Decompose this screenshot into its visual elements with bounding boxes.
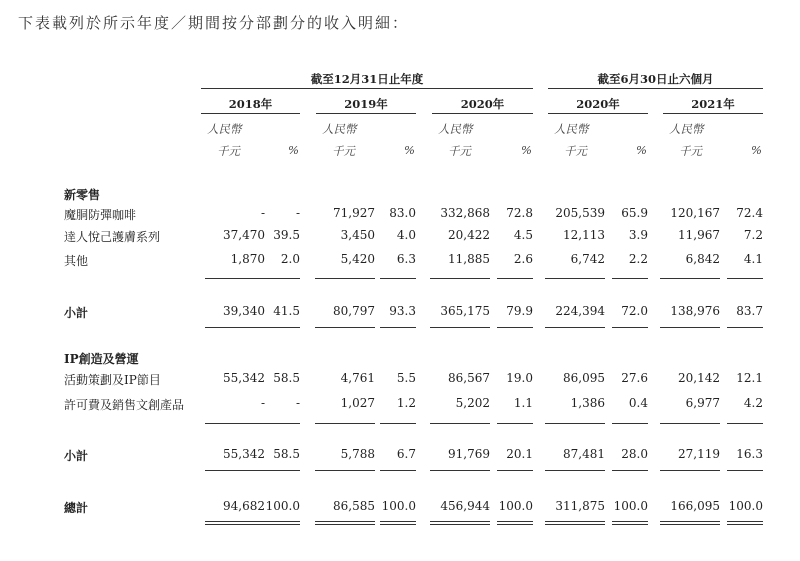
table-cell: 6,977 bbox=[685, 396, 720, 410]
subtotal-rule-below bbox=[497, 470, 533, 471]
table-cell: 3.9 bbox=[628, 228, 648, 242]
table-cell: - bbox=[295, 206, 300, 220]
subtotal-rule-below bbox=[727, 327, 763, 328]
table-cell: 5,788 bbox=[340, 447, 375, 461]
currency-label: 人民幣 bbox=[438, 122, 473, 136]
subtotal-rule-below bbox=[205, 327, 265, 328]
table-cell: 12.1 bbox=[736, 371, 763, 385]
table-cell: 11,967 bbox=[678, 228, 720, 242]
table-cell: 72.8 bbox=[506, 206, 533, 220]
subtotal-label: 小計 bbox=[64, 449, 89, 463]
total-double-rule bbox=[727, 521, 763, 525]
rule-group-interim bbox=[548, 88, 763, 89]
table-cell: - bbox=[260, 396, 265, 410]
table-cell: 71,927 bbox=[333, 206, 375, 220]
table-cell: 6.7 bbox=[396, 447, 416, 461]
subtotal-rule bbox=[497, 278, 533, 279]
subtotal-rule-below bbox=[612, 327, 648, 328]
subtotal-rule-below bbox=[205, 470, 265, 471]
table-cell: 4.0 bbox=[396, 228, 416, 242]
row-label: 許可費及銷售文創產品 bbox=[64, 398, 185, 412]
table-cell: 100.0 bbox=[381, 499, 416, 513]
subtotal-rule bbox=[315, 278, 375, 279]
table-cell: 166,095 bbox=[670, 499, 720, 513]
table-cell: 55,342 bbox=[223, 447, 265, 461]
currency-unit: 千元 bbox=[448, 144, 471, 158]
header-group-annual: 截至12月31日止年度 bbox=[310, 72, 424, 86]
year-header: 2021年 bbox=[691, 97, 735, 111]
table-cell: 6.3 bbox=[396, 252, 416, 266]
rule-group-annual bbox=[201, 88, 533, 89]
currency-unit: 千元 bbox=[679, 144, 702, 158]
rule-year bbox=[316, 113, 416, 114]
subtotal-rule bbox=[264, 278, 300, 279]
currency-label: 人民幣 bbox=[322, 122, 357, 136]
table-cell: 0.4 bbox=[628, 396, 648, 410]
table-cell: 3,450 bbox=[340, 228, 375, 242]
table-cell: 1.2 bbox=[396, 396, 416, 410]
subtotal-rule-below bbox=[660, 470, 720, 471]
year-header: 2020年 bbox=[460, 97, 505, 111]
percent-header: % bbox=[521, 143, 532, 157]
table-cell: - bbox=[260, 206, 265, 220]
table-cell: 100.0 bbox=[498, 499, 533, 513]
table-cell: 86,567 bbox=[448, 371, 490, 385]
table-cell: 12,113 bbox=[563, 228, 605, 242]
subtotal-rule-below bbox=[315, 470, 375, 471]
table-cell: 58.5 bbox=[273, 447, 300, 461]
year-header: 2018年 bbox=[228, 97, 273, 111]
table-cell: 332,868 bbox=[440, 206, 490, 220]
table-cell: 87,481 bbox=[563, 447, 605, 461]
table-cell: 39,340 bbox=[223, 304, 265, 318]
table-cell: 4.2 bbox=[743, 396, 763, 410]
total-double-rule bbox=[430, 521, 490, 525]
intro-text: 下表載列於所示年度／期間按分部劃分的收入明細： bbox=[18, 14, 410, 32]
table-cell: 20.1 bbox=[506, 447, 533, 461]
percent-header: % bbox=[636, 143, 647, 157]
currency-unit: 千元 bbox=[217, 144, 240, 158]
subtotal-rule-below bbox=[545, 470, 605, 471]
table-cell: 6,742 bbox=[570, 252, 605, 266]
table-cell: 456,944 bbox=[440, 499, 490, 513]
table-cell: 311,875 bbox=[555, 499, 605, 513]
table-cell: 365,175 bbox=[440, 304, 490, 318]
subtotal-rule-below bbox=[497, 327, 533, 328]
row-label: 逹人悅己護膚系列 bbox=[64, 230, 161, 244]
subtotal-rule-below bbox=[380, 470, 416, 471]
percent-header: % bbox=[751, 143, 762, 157]
table-cell: 100.0 bbox=[265, 499, 300, 513]
subtotal-rule-below bbox=[430, 327, 490, 328]
subtotal-rule bbox=[315, 423, 375, 424]
total-double-rule bbox=[612, 521, 648, 525]
subtotal-rule bbox=[205, 423, 265, 424]
table-cell: 27.6 bbox=[621, 371, 648, 385]
subtotal-rule-below bbox=[660, 327, 720, 328]
subtotal-label: 小計 bbox=[64, 306, 89, 320]
table-cell: 11,885 bbox=[448, 252, 490, 266]
table-cell: 224,394 bbox=[555, 304, 605, 318]
table-cell: 5,420 bbox=[340, 252, 375, 266]
table-cell: 2.0 bbox=[280, 252, 300, 266]
table-cell: 4,761 bbox=[340, 371, 375, 385]
rule-year bbox=[432, 113, 533, 114]
subtotal-rule bbox=[612, 278, 648, 279]
subtotal-rule-below bbox=[430, 470, 490, 471]
table-cell: 5,202 bbox=[455, 396, 490, 410]
table-cell: 86,095 bbox=[563, 371, 605, 385]
header-group-interim: 截至6月30日止六個月 bbox=[597, 72, 714, 86]
year-header: 2019年 bbox=[344, 97, 388, 111]
total-double-rule bbox=[380, 521, 416, 525]
currency-label: 人民幣 bbox=[554, 122, 589, 136]
table-cell: 83.0 bbox=[389, 206, 416, 220]
section-title: IP創造及營運 bbox=[64, 352, 139, 366]
table-cell: 27,119 bbox=[678, 447, 720, 461]
subtotal-rule bbox=[380, 278, 416, 279]
table-cell: 58.5 bbox=[273, 371, 300, 385]
table-cell: 120,167 bbox=[670, 206, 720, 220]
table-cell: 2.2 bbox=[628, 252, 648, 266]
total-double-rule bbox=[497, 521, 533, 525]
subtotal-rule-below bbox=[727, 470, 763, 471]
currency-label: 人民幣 bbox=[669, 122, 704, 136]
section-title: 新零售 bbox=[64, 188, 101, 202]
table-cell: 138,976 bbox=[670, 304, 720, 318]
table-cell: 4.5 bbox=[513, 228, 533, 242]
total-double-rule bbox=[264, 521, 300, 525]
rule-year bbox=[201, 113, 300, 114]
total-double-rule bbox=[545, 521, 605, 525]
table-cell: 72.4 bbox=[736, 206, 763, 220]
total-double-rule bbox=[315, 521, 375, 525]
table-cell: 80,797 bbox=[333, 304, 375, 318]
table-cell: 20,422 bbox=[448, 228, 490, 242]
table-cell: 20,142 bbox=[678, 371, 720, 385]
subtotal-rule bbox=[545, 423, 605, 424]
table-cell: 83.7 bbox=[736, 304, 763, 318]
subtotal-rule bbox=[430, 278, 490, 279]
subtotal-rule bbox=[497, 423, 533, 424]
table-cell: 94,682 bbox=[223, 499, 265, 513]
rule-year bbox=[548, 113, 648, 114]
currency-label: 人民幣 bbox=[207, 122, 242, 136]
row-label: 魔胴防彈咖啡 bbox=[64, 208, 137, 222]
table-cell: 100.0 bbox=[728, 499, 763, 513]
table-cell: 65.9 bbox=[621, 206, 648, 220]
currency-unit: 千元 bbox=[332, 144, 355, 158]
subtotal-rule-below bbox=[315, 327, 375, 328]
row-label: 活動策劃及IP節目 bbox=[64, 373, 161, 387]
subtotal-rule bbox=[727, 278, 763, 279]
subtotal-rule bbox=[660, 423, 720, 424]
rule-year bbox=[663, 113, 763, 114]
table-cell: 7.2 bbox=[743, 228, 763, 242]
table-cell: 91,769 bbox=[448, 447, 490, 461]
year-header: 2020年 bbox=[576, 97, 620, 111]
subtotal-rule-below bbox=[545, 327, 605, 328]
subtotal-rule-below bbox=[264, 470, 300, 471]
table-cell: 100.0 bbox=[613, 499, 648, 513]
table-cell: 4.1 bbox=[743, 252, 763, 266]
subtotal-rule bbox=[264, 423, 300, 424]
subtotal-rule bbox=[380, 423, 416, 424]
table-cell: 1.1 bbox=[513, 396, 533, 410]
table-cell: 86,585 bbox=[333, 499, 375, 513]
table-cell: 39.5 bbox=[273, 228, 300, 242]
subtotal-rule bbox=[205, 278, 265, 279]
subtotal-rule bbox=[612, 423, 648, 424]
subtotal-rule bbox=[660, 278, 720, 279]
table-cell: 19.0 bbox=[506, 371, 533, 385]
total-double-rule bbox=[205, 521, 265, 525]
total-double-rule bbox=[660, 521, 720, 525]
table-cell: 93.3 bbox=[389, 304, 416, 318]
table-cell: 1,386 bbox=[570, 396, 605, 410]
table-cell: 37,470 bbox=[223, 228, 265, 242]
table-cell: 6,842 bbox=[685, 252, 720, 266]
subtotal-rule-below bbox=[612, 470, 648, 471]
subtotal-rule bbox=[727, 423, 763, 424]
subtotal-rule bbox=[545, 278, 605, 279]
table-cell: 41.5 bbox=[273, 304, 300, 318]
table-cell: 5.5 bbox=[396, 371, 416, 385]
table-cell: 79.9 bbox=[506, 304, 533, 318]
table-cell: 1,027 bbox=[340, 396, 375, 410]
percent-header: % bbox=[288, 143, 299, 157]
subtotal-rule-below bbox=[264, 327, 300, 328]
percent-header: % bbox=[404, 143, 415, 157]
table-cell: 55,342 bbox=[223, 371, 265, 385]
subtotal-rule-below bbox=[380, 327, 416, 328]
table-cell: 16.3 bbox=[736, 447, 763, 461]
table-cell: 72.0 bbox=[621, 304, 648, 318]
table-cell: 1,870 bbox=[230, 252, 265, 266]
total-label: 總計 bbox=[64, 501, 89, 515]
row-label: 其他 bbox=[64, 254, 89, 268]
table-cell: 28.0 bbox=[621, 447, 648, 461]
table-cell: - bbox=[295, 396, 300, 410]
table-cell: 2.6 bbox=[513, 252, 533, 266]
table-cell: 205,539 bbox=[555, 206, 605, 220]
currency-unit: 千元 bbox=[564, 144, 587, 158]
subtotal-rule bbox=[430, 423, 490, 424]
